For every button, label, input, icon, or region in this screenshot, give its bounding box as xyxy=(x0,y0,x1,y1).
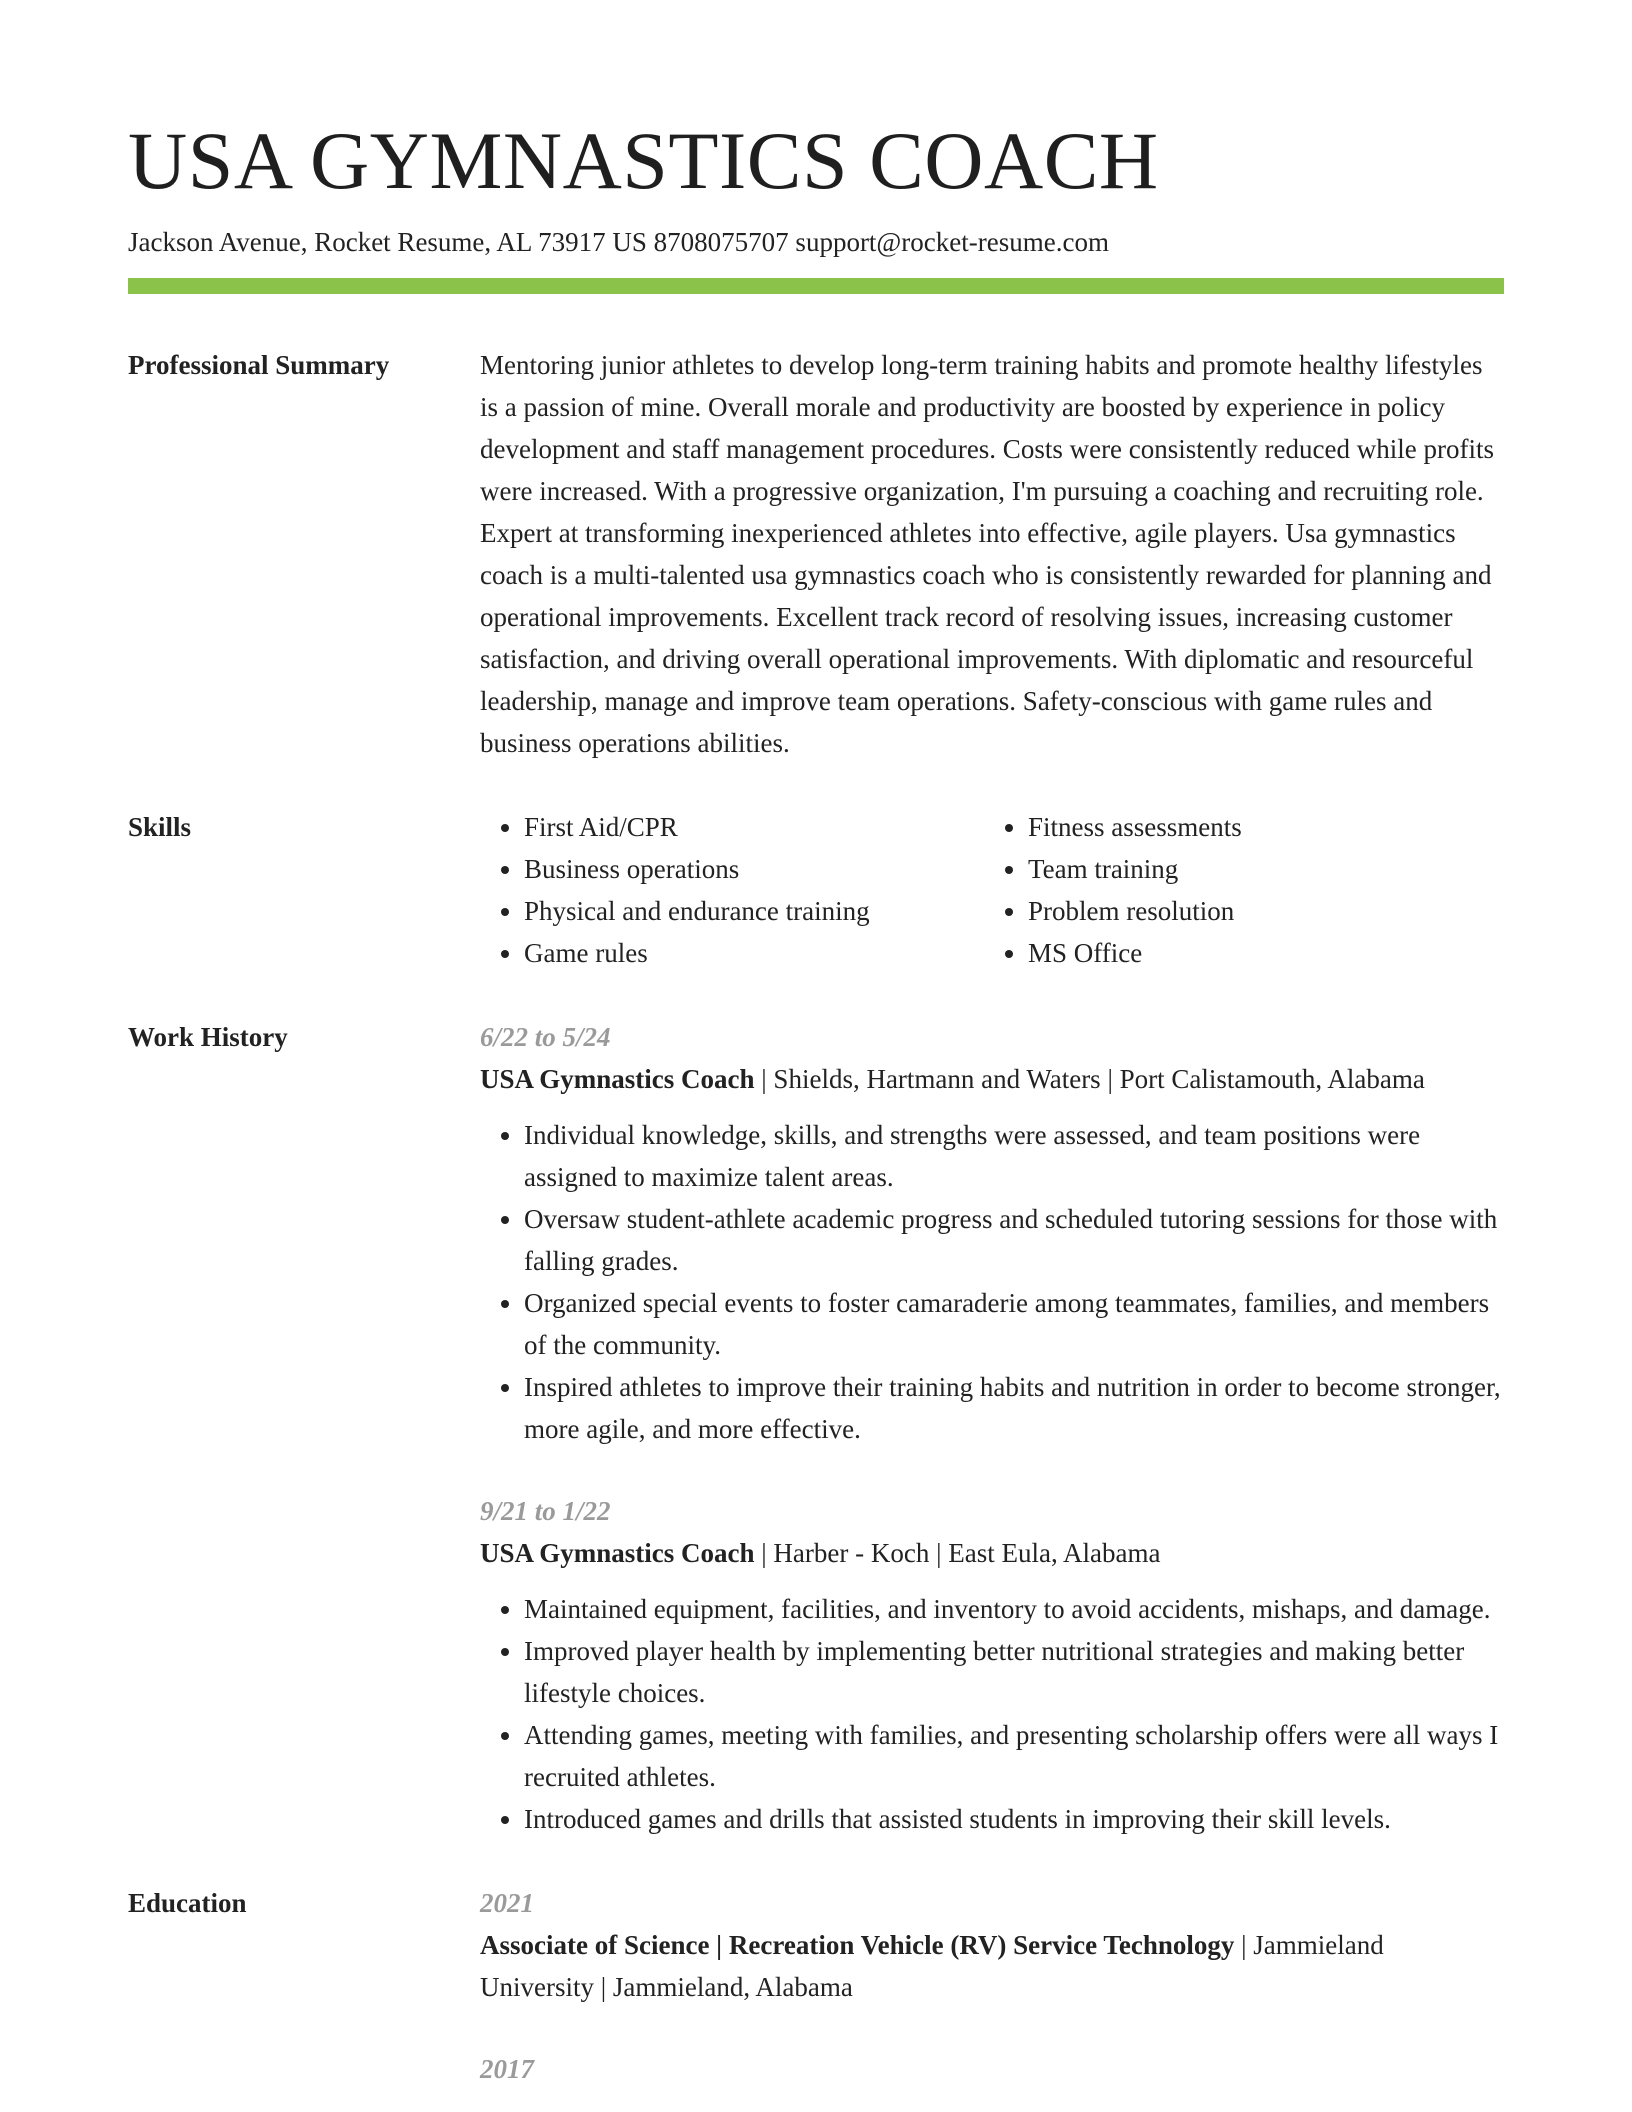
skill-item: • Business operations xyxy=(524,848,984,890)
skill-item: • MS Office xyxy=(1028,932,1488,974)
education-entry xyxy=(480,2048,1504,2090)
education-year: 2017 xyxy=(480,2054,534,2085)
job-title: USA Gymnastics Coach xyxy=(480,1064,755,1095)
work-history-label: Work History xyxy=(128,1022,288,1053)
accent-divider xyxy=(128,278,1504,294)
job-bullet: • Organized special events to foster camaraderie among teammates, families, and members of the community. xyxy=(524,1282,1504,1366)
work-history-section xyxy=(128,1016,1504,1840)
job-bullet: • Improved player health by implementing better nutritional strategies and making better lifestyle choices. xyxy=(524,1630,1504,1714)
job-bullet: • Maintained equipment, facilities, and inventory to avoid accidents, mishaps, and damage. xyxy=(524,1588,1504,1630)
education-label: Education xyxy=(128,1888,247,1919)
skill-item: • First Aid/CPR xyxy=(524,806,984,848)
job-dates: 9/21 to 1/22 xyxy=(480,1496,611,1527)
resume-name: USA GYMNASTICS COACH xyxy=(128,115,1159,206)
skills-list-left xyxy=(480,806,984,974)
job-details: | Harber - Koch | East Eula, Alabama xyxy=(754,1538,1161,1569)
education-heading xyxy=(480,1924,1504,2008)
job-heading xyxy=(480,1532,1504,1574)
job-bullets xyxy=(480,1588,1504,1840)
summary-label: Professional Summary xyxy=(128,350,390,381)
education-year: 2021 xyxy=(480,1888,534,1919)
education-entry xyxy=(480,1882,1504,2008)
skills-section xyxy=(128,806,1504,974)
job-bullet: • Individual knowledge, skills, and strengths were assessed, and team positions were assigned to maximize talent areas. xyxy=(524,1114,1504,1198)
skill-item: • Team training xyxy=(1028,848,1488,890)
job-entry xyxy=(480,1016,1504,1450)
education-details: | Jammieland University | Jammieland, Alabama xyxy=(480,1930,1384,2003)
job-bullet: • Inspired athletes to improve their training habits and nutrition in order to become stronger, more agile, and more effective. xyxy=(524,1366,1504,1450)
resume-page xyxy=(128,115,1504,2090)
job-bullet: • Introduced games and drills that assisted students in improving their skill levels. xyxy=(524,1798,1504,1840)
job-heading xyxy=(480,1058,1504,1100)
skills-list-right xyxy=(984,806,1488,974)
job-bullet: • Attending games, meeting with families, and presenting scholarship offers were all ways I recruited athletes. xyxy=(524,1714,1504,1798)
job-entry xyxy=(480,1490,1504,1840)
job-bullet: • Oversaw student-athlete academic progress and scheduled tutoring sessions for those with falling grades. xyxy=(524,1198,1504,1282)
job-bullets xyxy=(480,1114,1504,1450)
summary-section xyxy=(128,344,1504,764)
skills-label: Skills xyxy=(128,812,192,843)
contact-line: Jackson Avenue, Rocket Resume, AL 73917 US 8708075707 support@rocket-resume.com xyxy=(128,227,1109,258)
job-details: | Shields, Hartmann and Waters | Port Calistamouth, Alabama xyxy=(754,1064,1425,1095)
skill-item: • Physical and endurance training xyxy=(524,890,984,932)
education-section xyxy=(128,1882,1504,2090)
skill-item: • Problem resolution xyxy=(1028,890,1488,932)
job-title: USA Gymnastics Coach xyxy=(480,1538,755,1569)
summary-text: Mentoring junior athletes to develop long-term training habits and promote healthy lifestyles is a passion of mine. Overall morale and productivity are boosted by experience in policy development and staff management procedures. Costs were consistently reduced while profits were increased. With a progressive organization, I'm pursuing a coaching and recruiting role. Expert at transforming inexperienced athletes into effective, agile players. Usa gymnastics coach is a multi-talented usa gymnastics coach who is consistently rewarded for planning and operational improvements. Excellent track record of resolving issues, increasing customer satisfaction, and driving overall operational improvements. With diplomatic and resourceful leadership, manage and improve team operations. Safety-conscious with game rules and business operations abilities. xyxy=(480,350,1494,759)
skill-item: • Game rules xyxy=(524,932,984,974)
skill-item: • Fitness assessments xyxy=(1028,806,1488,848)
job-dates: 6/22 to 5/24 xyxy=(480,1022,611,1053)
education-degree: Associate of Science | Recreation Vehicle (RV) Service Technology xyxy=(480,1930,1235,1961)
